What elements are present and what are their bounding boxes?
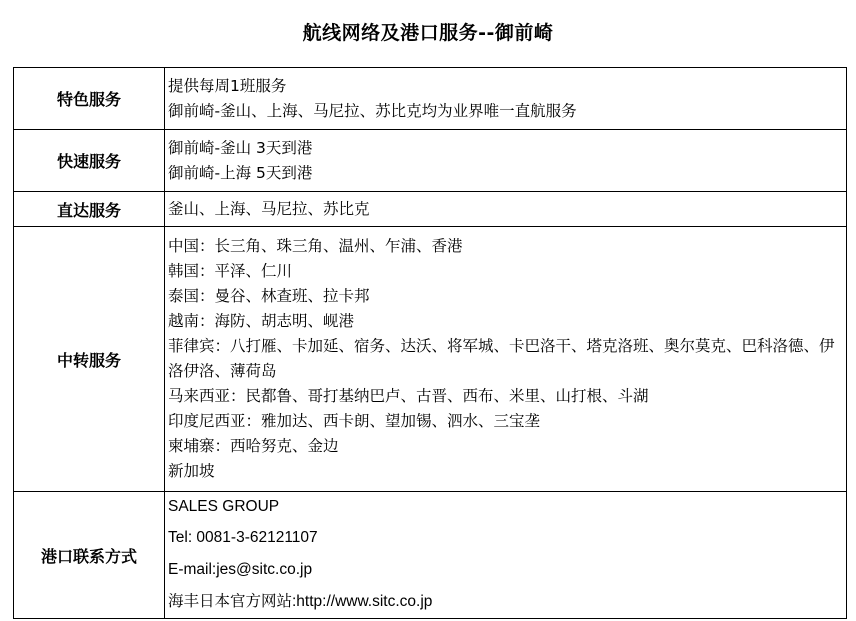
row-label-featured-service: 特色服务 bbox=[14, 68, 165, 130]
contact-sales-group: SALES GROUP bbox=[168, 498, 280, 515]
table-row-express-service bbox=[14, 130, 847, 192]
contact-website: 海丰日本官方网站:http://www.sitc.co.jp bbox=[168, 593, 433, 610]
row-label-express-service: 快速服务 bbox=[14, 130, 165, 192]
featured-service-content bbox=[165, 68, 847, 130]
port-services-table bbox=[13, 67, 847, 619]
transfer-line-malaysia: 马来西亚：民都鲁、哥打基纳巴卢、古晋、西布、米里、山打根、斗湖 bbox=[168, 387, 649, 405]
direct-service-line: 釜山、上海、马尼拉、苏比克 bbox=[168, 199, 370, 218]
table-row-direct-service bbox=[14, 192, 847, 227]
contact-email: E-mail:jes@sitc.co.jp bbox=[168, 561, 313, 578]
transfer-line-vietnam: 越南：海防、胡志明、岘港 bbox=[168, 312, 355, 330]
transfer-line-indonesia: 印度尼西亚：雅加达、西卡朗、望加锡、泗水、三宝垄 bbox=[168, 412, 541, 430]
row-label-direct-service: 直达服务 bbox=[14, 192, 165, 227]
transfer-line-thailand: 泰国：曼谷、林查班、拉卡邦 bbox=[168, 287, 370, 305]
transfer-service-content bbox=[165, 227, 847, 492]
transfer-line-cambodia: 柬埔寨：西哈努克、金边 bbox=[168, 437, 339, 455]
port-contact-content bbox=[165, 492, 847, 619]
express-service-line: 御前崎-上海 5天到港 bbox=[168, 163, 313, 182]
contact-phone: Tel: 0081-3-62121107 bbox=[168, 529, 318, 546]
transfer-line-china: 中国：长三角、珠三角、温州、乍浦、香港 bbox=[168, 237, 463, 255]
transfer-line-korea: 韩国：平泽、仁川 bbox=[168, 262, 293, 280]
express-service-line: 御前崎-釜山 3天到港 bbox=[168, 138, 313, 157]
transfer-line-singapore: 新加坡 bbox=[168, 462, 215, 480]
table-row-featured-service bbox=[14, 68, 847, 130]
table-row-transfer-service bbox=[14, 227, 847, 492]
table-row-port-contact bbox=[14, 492, 847, 619]
featured-service-line: 提供每周1班服务 bbox=[168, 76, 287, 95]
featured-service-line: 御前崎-釜山、上海、马尼拉、苏比克均为业界唯一直航服务 bbox=[168, 101, 577, 120]
row-label-port-contact: 港口联系方式 bbox=[14, 492, 165, 619]
row-label-transfer-service: 中转服务 bbox=[14, 227, 165, 492]
express-service-content bbox=[165, 130, 847, 192]
transfer-line-philippines: 菲律宾：八打雁、卡加延、宿务、达沃、将军城、卡巴洛干、塔克洛班、奥尔莫克、巴科洛德、伊洛伊洛、薄荷岛 bbox=[168, 337, 835, 380]
page-title: 航线网络及港口服务--御前崎 bbox=[302, 22, 554, 44]
direct-service-content bbox=[165, 192, 847, 227]
